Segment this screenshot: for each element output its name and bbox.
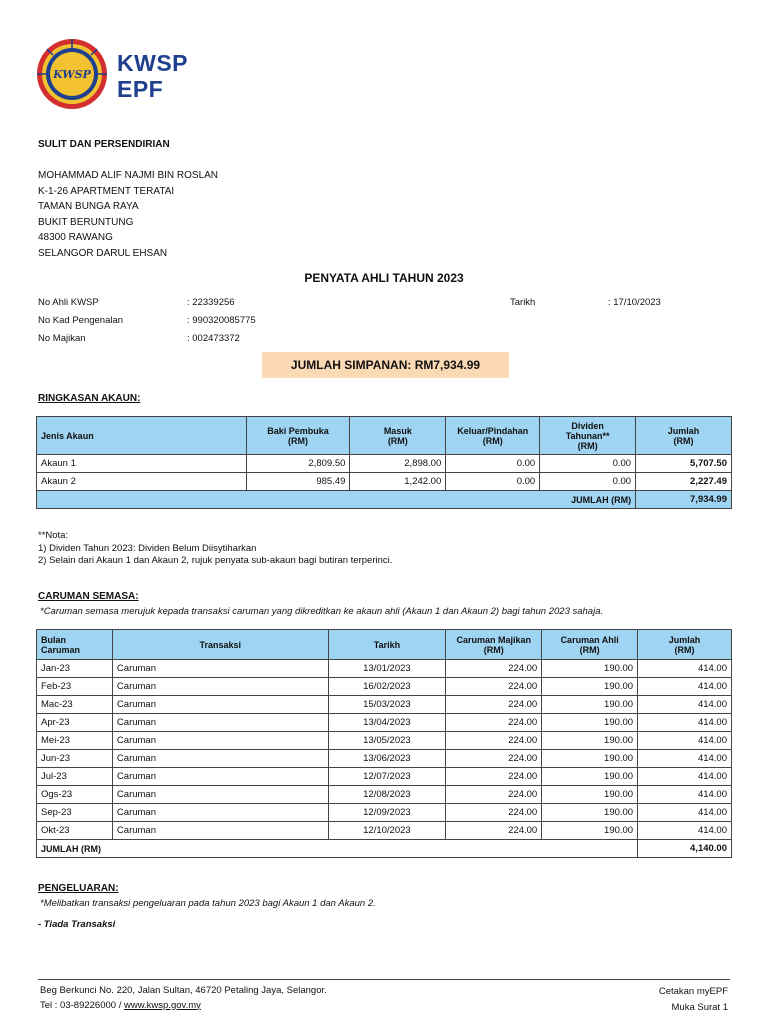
cell: 12/07/2023	[328, 768, 446, 786]
col-header: Dividen Tahunan** (RM)	[540, 417, 636, 455]
withdrawals-heading: PENGELUARAN:	[38, 883, 119, 894]
address-line: MOHAMMAD ALIF NAJMI BIN ROSLAN	[38, 170, 219, 181]
info-label: No Majikan	[38, 333, 86, 344]
cell: 414.00	[638, 768, 732, 786]
member-info-values	[187, 294, 256, 348]
cell: Caruman	[112, 732, 328, 750]
cell: 414.00	[638, 660, 732, 678]
date-value: : 17/10/2023	[608, 297, 661, 308]
cell: 0.00	[446, 455, 540, 473]
cell: 224.00	[446, 678, 542, 696]
cell: 190.00	[542, 786, 638, 804]
cell: 414.00	[638, 732, 732, 750]
cell: 224.00	[446, 732, 542, 750]
summary-total-row	[37, 491, 732, 509]
cell: 190.00	[542, 678, 638, 696]
cell: 0.00	[540, 455, 636, 473]
table-row	[37, 732, 732, 750]
col-header: Jenis Akaun	[37, 417, 247, 455]
col-header: Keluar/Pindahan (RM)	[446, 417, 540, 455]
footer-divider	[38, 979, 730, 980]
summary-heading: RINGKASAN AKAUN:	[38, 393, 141, 404]
member-info-labels	[38, 294, 123, 348]
cell: 0.00	[540, 473, 636, 491]
address-line: SELANGOR DARUL EHSAN	[38, 247, 168, 259]
cell: 414.00	[638, 714, 732, 732]
cell: 15/03/2023	[328, 696, 446, 714]
summary-header-row	[37, 417, 732, 455]
cell: Caruman	[112, 768, 328, 786]
cell: Ogs-23	[37, 786, 113, 804]
cell: 224.00	[446, 786, 542, 804]
total-value: 4,140.00	[638, 840, 732, 858]
cell: 2,809.50	[246, 455, 350, 473]
cell: Mac-23	[37, 696, 113, 714]
cell: 414.00	[638, 750, 732, 768]
cell: 224.00	[446, 714, 542, 732]
cell: Feb-23	[37, 678, 113, 696]
cell: 414.00	[638, 678, 732, 696]
table-row	[37, 678, 732, 696]
table-row	[37, 696, 732, 714]
table-row	[37, 714, 732, 732]
info-label: No Kad Pengenalan	[38, 315, 124, 326]
cell: 12/10/2023	[328, 822, 446, 840]
cell: 190.00	[542, 714, 638, 732]
address-line: 48300 RAWANG	[38, 232, 113, 244]
no-transaction-text: - Tiada Transaksi	[38, 919, 116, 930]
withdrawals-note: *Melibatkan transaksi pengeluaran pada tahun 2023 bagi Akaun 1 dan Akaun 2.	[40, 898, 376, 909]
note-line: **Nota:	[38, 530, 69, 541]
brand-line-epf: EPF	[117, 76, 164, 102]
cell: Caruman	[112, 822, 328, 840]
contrib-header-row	[37, 630, 732, 660]
cell: 985.49	[246, 473, 350, 491]
cell: Caruman	[112, 714, 328, 732]
info-label: No Ahli KWSP	[38, 297, 99, 308]
cell: Jul-23	[37, 768, 113, 786]
kwsp-logo-icon	[36, 38, 108, 110]
cell: Mei-23	[37, 732, 113, 750]
svg-text:KWSP: KWSP	[53, 68, 91, 81]
statement-title: PENYATA AHLI TAHUN 2023	[304, 271, 464, 285]
table-row	[37, 786, 732, 804]
info-value: : 990320085775	[187, 315, 256, 326]
cell: 13/05/2023	[328, 732, 446, 750]
cell: 224.00	[446, 750, 542, 768]
cell: 190.00	[542, 768, 638, 786]
cell: 2,898.00	[350, 455, 446, 473]
cell: Jan-23	[37, 660, 113, 678]
cell: 0.00	[446, 473, 540, 491]
cell: 190.00	[542, 660, 638, 678]
col-header: Caruman Ahli (RM)	[542, 630, 638, 660]
col-header: Jumlah (RM)	[636, 417, 732, 455]
cell: 414.00	[638, 786, 732, 804]
cell: Sep-23	[37, 804, 113, 822]
cell: 13/06/2023	[328, 750, 446, 768]
note-line: 2) Selain dari Akaun 1 dan Akaun 2, rujuk penyata sub-akaun bagi butiran terperinci.	[38, 555, 393, 566]
footer-tel-line	[40, 999, 327, 1014]
col-header: Caruman Majikan (RM)	[446, 630, 542, 660]
contributions-note: *Caruman semasa merujuk kepada transaksi caruman yang dikreditkan ke akaun ahli (Akaun 1 dan Akaun 2) bagi tahun 2023 sahaja.	[40, 606, 604, 617]
col-header: Masuk (RM)	[350, 417, 446, 455]
cell: Caruman	[112, 696, 328, 714]
cell: 414.00	[638, 696, 732, 714]
footer-print-info	[659, 984, 728, 1016]
cell: Caruman	[112, 750, 328, 768]
table-row	[37, 660, 732, 678]
printed-by: Cetakan myEPF	[658, 986, 728, 997]
cell: 190.00	[542, 750, 638, 768]
cell: Akaun 1	[37, 455, 247, 473]
footer-contact	[40, 984, 327, 1013]
cell: Caruman	[112, 660, 328, 678]
notes	[38, 530, 392, 568]
table-row	[37, 455, 732, 473]
address-line: TAMAN BUNGA RAYA	[38, 201, 139, 213]
cell: 224.00	[446, 804, 542, 822]
col-header: Jumlah (RM)	[638, 630, 732, 660]
table-row	[37, 804, 732, 822]
cell: Okt-23	[37, 822, 113, 840]
contributions-body	[37, 660, 732, 840]
table-row	[37, 822, 732, 840]
cell: 16/02/2023	[328, 678, 446, 696]
cell: 190.00	[542, 696, 638, 714]
cell: 12/09/2023	[328, 804, 446, 822]
cell: Caruman	[112, 804, 328, 822]
cell: 1,242.00	[350, 473, 446, 491]
date-label: Tarikh	[510, 297, 536, 308]
cell: 2,227.49	[636, 473, 732, 491]
brand-name	[117, 50, 188, 102]
cell: 190.00	[542, 804, 638, 822]
recipient-address	[38, 168, 218, 262]
col-header: Transaksi	[112, 630, 328, 660]
table-row	[37, 750, 732, 768]
cell: 224.00	[446, 696, 542, 714]
footer-tel: Tel : 03-89226000 /	[40, 999, 122, 1011]
col-header: Tarikh	[328, 630, 446, 660]
cell: 224.00	[446, 822, 542, 840]
cell: 13/01/2023	[328, 660, 446, 678]
cell: 13/04/2023	[328, 714, 446, 732]
total-label: JUMLAH (RM)	[37, 491, 636, 509]
cell: 224.00	[446, 768, 542, 786]
cell: Caruman	[112, 678, 328, 696]
table-row	[37, 473, 732, 491]
cell: 12/08/2023	[328, 786, 446, 804]
confidential-label: SULIT DAN PERSENDIRIAN	[38, 139, 170, 150]
brand-line-kwsp: KWSP	[117, 50, 188, 76]
cell: 414.00	[638, 822, 732, 840]
contributions-table	[36, 629, 732, 858]
info-value: : 22339256	[187, 297, 235, 308]
cell: 190.00	[542, 732, 638, 750]
cell: 5,707.50	[636, 455, 732, 473]
cell: 190.00	[542, 822, 638, 840]
cell: Akaun 2	[37, 473, 247, 491]
contrib-total-row	[37, 840, 732, 858]
cell: Apr-23	[37, 714, 113, 732]
note-line: 1) Dividen Tahun 2023: Dividen Belum Diisytiharkan	[38, 542, 257, 554]
total-value: 7,934.99	[636, 491, 732, 509]
page-number: Muka Surat 1	[671, 1002, 728, 1013]
address-line: BUKIT BERUNTUNG	[38, 216, 134, 228]
table-row	[37, 768, 732, 786]
col-header: Baki Pembuka (RM)	[246, 417, 350, 455]
info-value: : 002473372	[187, 333, 240, 344]
summary-table	[36, 416, 732, 509]
website-link[interactable]: www.kwsp.gov.my	[123, 999, 201, 1011]
cell: Jun-23	[37, 750, 113, 768]
cell: Caruman	[112, 786, 328, 804]
total-savings-banner: JUMLAH SIMPANAN: RM7,934.99	[262, 352, 509, 378]
cell: 414.00	[638, 804, 732, 822]
col-header: Bulan Caruman	[37, 630, 113, 660]
cell: 224.00	[446, 660, 542, 678]
footer-address: Beg Berkunci No. 220, Jalan Sultan, 46720 Petaling Jaya, Selangor.	[40, 985, 327, 996]
total-label: JUMLAH (RM)	[37, 840, 638, 858]
address-line: K-1-26 APARTMENT TERATAI	[38, 185, 175, 197]
contributions-heading: CARUMAN SEMASA:	[38, 591, 139, 602]
